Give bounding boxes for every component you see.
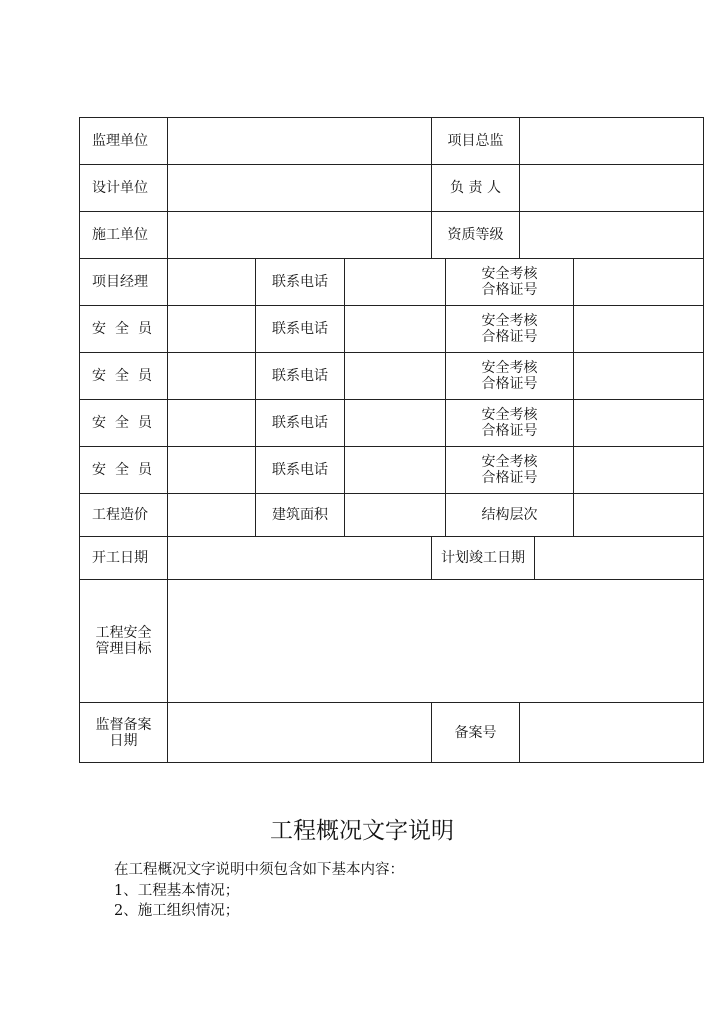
safety-cert-label [446, 353, 574, 400]
form-row-safety-officer [80, 400, 704, 447]
person-in-charge-value[interactable] [520, 165, 704, 212]
section-intro: 在工程概况文字说明中须包含如下基本内容： [114, 862, 404, 878]
safety-cert-value[interactable] [574, 259, 704, 306]
chief-supervisor-label: 项目总监 [432, 118, 520, 165]
design-unit-label: 设计单位 [80, 165, 168, 212]
project-cost-value[interactable] [168, 494, 256, 537]
contact-phone-value[interactable] [345, 306, 446, 353]
form-row-dates [80, 537, 704, 580]
safety-officer-value[interactable] [168, 447, 256, 494]
form-row-cost [80, 494, 704, 537]
project-manager-label: 项目经理 [80, 259, 168, 306]
contact-phone-label: 联系电话 [256, 400, 345, 447]
supervision-unit-value[interactable] [168, 118, 432, 165]
safety-cert-value[interactable] [574, 306, 704, 353]
start-date-value[interactable] [168, 537, 432, 580]
construction-unit-value[interactable] [168, 212, 432, 259]
safety-cert-label [446, 400, 574, 447]
chief-supervisor-value[interactable] [520, 118, 704, 165]
section-item: 1、工程基本情况； [114, 883, 240, 899]
contact-phone-value[interactable] [345, 259, 446, 306]
safety-cert-value[interactable] [574, 400, 704, 447]
contact-phone-value[interactable] [345, 447, 446, 494]
contact-phone-label: 联系电话 [256, 306, 345, 353]
structure-floors-value[interactable] [574, 494, 704, 537]
qualification-grade-label: 资质等级 [432, 212, 520, 259]
form-row-filing [80, 703, 704, 763]
safety-goal-label [80, 580, 168, 703]
project-info-form [79, 117, 704, 763]
safety-officer-label: 安全员 [80, 447, 168, 494]
safety-goal-value[interactable] [168, 580, 704, 703]
safety-cert-line2: 合格证号 [481, 329, 538, 345]
safety-officer-value[interactable] [168, 400, 256, 447]
safety-cert-line1: 安全考核 [481, 454, 538, 470]
safety-cert-line2: 合格证号 [481, 282, 538, 298]
construction-unit-label: 施工单位 [80, 212, 168, 259]
safety-cert-line1: 安全考核 [481, 360, 538, 376]
form-row-construction [80, 212, 704, 259]
safety-cert-value[interactable] [574, 353, 704, 400]
safety-cert-line1: 安全考核 [481, 266, 538, 282]
section-title: 工程概况文字说明 [270, 818, 454, 844]
contact-phone-value[interactable] [345, 353, 446, 400]
form-row-project-manager [80, 259, 704, 306]
safety-cert-line1: 安全考核 [481, 407, 538, 423]
contact-phone-label: 联系电话 [256, 353, 345, 400]
planned-completion-label: 计划竣工日期 [432, 537, 535, 580]
contact-phone-label: 联系电话 [256, 259, 345, 306]
filing-date-value[interactable] [168, 703, 432, 763]
building-area-value[interactable] [345, 494, 446, 537]
supervision-unit-label: 监理单位 [80, 118, 168, 165]
section-item: 2、施工组织情况； [114, 903, 240, 919]
filing-date-line2: 日期 [109, 732, 138, 749]
design-unit-value[interactable] [168, 165, 432, 212]
form-row-design [80, 165, 704, 212]
planned-completion-value[interactable] [535, 537, 704, 580]
project-manager-value[interactable] [168, 259, 256, 306]
safety-cert-line2: 合格证号 [481, 470, 538, 486]
safety-cert-value[interactable] [574, 447, 704, 494]
person-in-charge-label: 负 责 人 [432, 165, 520, 212]
building-area-label: 建筑面积 [256, 494, 345, 537]
safety-cert-label [446, 306, 574, 353]
structure-floors-label: 结构层次 [446, 494, 574, 537]
safety-officer-value[interactable] [168, 306, 256, 353]
safety-goal-line1: 工程安全 [95, 625, 152, 641]
safety-cert-line1: 安全考核 [481, 313, 538, 329]
filing-number-value[interactable] [520, 703, 704, 763]
safety-cert-label [446, 447, 574, 494]
form-row-safety-officer [80, 306, 704, 353]
safety-cert-label [446, 259, 574, 306]
filing-number-label: 备案号 [432, 703, 520, 763]
form-row-supervision [80, 118, 704, 165]
filing-date-line1: 监督备案 [95, 716, 152, 733]
safety-officer-label: 安全员 [80, 400, 168, 447]
contact-phone-value[interactable] [345, 400, 446, 447]
form-row-safety-officer [80, 447, 704, 494]
safety-cert-line2: 合格证号 [481, 376, 538, 392]
safety-officer-label: 安全员 [80, 353, 168, 400]
safety-goal-line2: 管理目标 [95, 641, 152, 657]
contact-phone-label: 联系电话 [256, 447, 345, 494]
filing-date-label [80, 703, 168, 763]
qualification-grade-value[interactable] [520, 212, 704, 259]
safety-officer-value[interactable] [168, 353, 256, 400]
form-row-safety-officer [80, 353, 704, 400]
safety-officer-label: 安全员 [80, 306, 168, 353]
start-date-label: 开工日期 [80, 537, 168, 580]
form-row-safety-goal [80, 580, 704, 703]
project-cost-label: 工程造价 [80, 494, 168, 537]
safety-cert-line2: 合格证号 [481, 423, 538, 439]
